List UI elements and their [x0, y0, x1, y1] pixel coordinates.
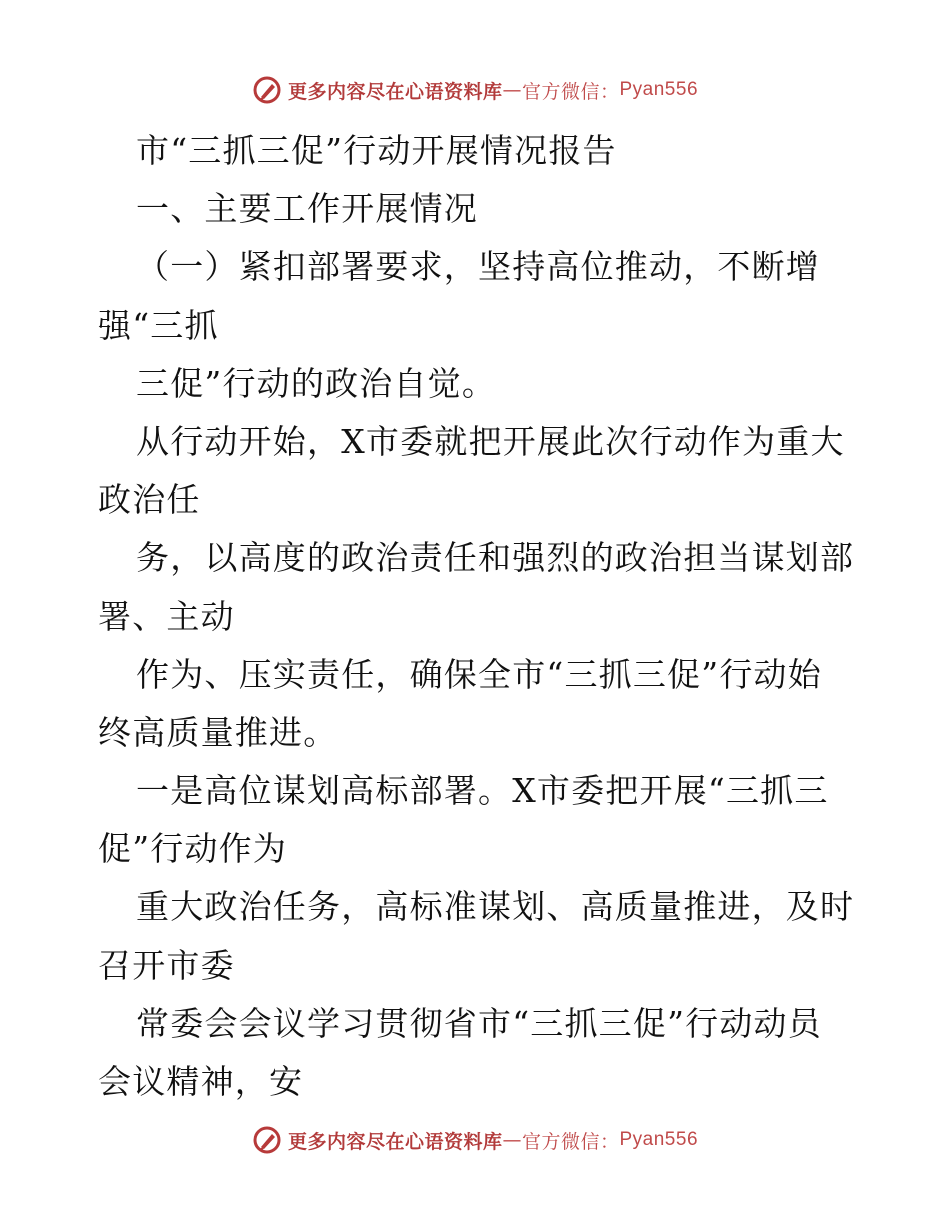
watermark-wechat-id: Pyan556: [619, 79, 699, 100]
pen-in-circle-icon: [252, 75, 282, 105]
watermark-main-text: 更多内容尽在心语资料库: [287, 80, 503, 103]
text-line: 召开市委: [98, 945, 235, 985]
text-line: 重大政治任务，高标准谋划、高质量推进，及时: [136, 887, 855, 927]
watermark-footer: [0, 1120, 950, 1160]
text-line: 从行动开始，X市委就把开展此次行动作为重大: [136, 421, 845, 461]
watermark-main-text: 更多内容尽在心语资料库: [287, 1130, 503, 1153]
pen-in-circle-icon: [252, 1125, 282, 1155]
document-title: 市“三抓三促”行动开展情况报告: [136, 131, 617, 170]
text-line: 一是高位谋划高标部署。X市委把开展“三抓三: [136, 771, 829, 811]
subsection-heading: （一）紧扣部署要求，坚持高位推动，不断增: [136, 247, 820, 287]
document-body: [0, 122, 950, 1111]
watermark-official-label: 官方微信：: [521, 80, 620, 103]
section-heading: 一、主要工作开展情况: [136, 189, 478, 229]
text-line: 署、主动: [98, 596, 235, 636]
text-line: 强“三抓: [98, 305, 219, 345]
text-line: 终高质量推进。: [98, 712, 338, 752]
watermark-header: [0, 70, 950, 110]
watermark-official-label: 官方微信：: [521, 1130, 620, 1153]
text-line: 政治任: [98, 480, 201, 520]
watermark-dash: —: [502, 79, 522, 101]
text-line: 会议精神，安: [98, 1062, 304, 1101]
text-line: 务，以高度的政治责任和强烈的政治担当谋划部: [136, 538, 855, 578]
watermark-dash: —: [502, 1129, 522, 1151]
text-line: 三促”行动的政治自觉。: [136, 363, 497, 403]
watermark-wechat-id: Pyan556: [619, 1129, 699, 1150]
text-line: 作为、压实责任，确保全市“三抓三促”行动始: [136, 654, 822, 694]
text-line: 常委会会议学习贯彻省市“三抓三促”行动动员: [136, 1003, 822, 1043]
text-line: 促”行动作为: [98, 829, 288, 869]
